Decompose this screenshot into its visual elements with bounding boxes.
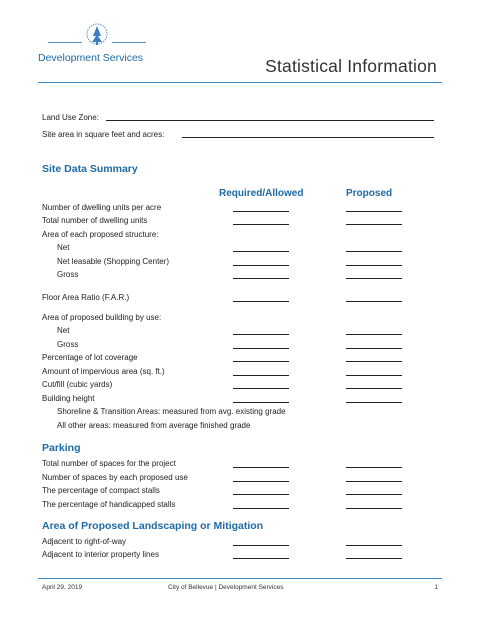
parking-heading: Parking bbox=[42, 442, 81, 454]
required-field[interactable] bbox=[233, 224, 289, 225]
proposed-field[interactable] bbox=[346, 348, 402, 349]
required-field[interactable] bbox=[233, 388, 289, 389]
proposed-field[interactable] bbox=[346, 494, 402, 495]
list-item: Area of each proposed structure: bbox=[42, 230, 159, 239]
logo-rule-right bbox=[112, 42, 146, 43]
required-field[interactable] bbox=[233, 361, 289, 362]
required-field[interactable] bbox=[233, 278, 289, 279]
proposed-field[interactable] bbox=[346, 508, 402, 509]
page-title: Statistical Information bbox=[265, 56, 437, 76]
proposed-field[interactable] bbox=[346, 545, 402, 546]
landscaping-heading: Area of Proposed Landscaping or Mitigation bbox=[42, 520, 264, 532]
proposed-field[interactable] bbox=[346, 481, 402, 482]
logo-rule-left bbox=[48, 42, 82, 43]
list-item: Total number of dwelling units bbox=[42, 216, 148, 225]
list-item: Percentage of lot coverage bbox=[42, 353, 138, 362]
proposed-field[interactable] bbox=[346, 301, 402, 302]
required-field[interactable] bbox=[233, 467, 289, 468]
list-item: Area of proposed building by use: bbox=[42, 313, 162, 322]
required-field[interactable] bbox=[233, 334, 289, 335]
land-use-zone-field[interactable] bbox=[106, 120, 434, 121]
list-item: Net leasable (Shopping Center) bbox=[57, 257, 170, 266]
city-seal-icon bbox=[85, 22, 109, 50]
required-field[interactable] bbox=[233, 211, 289, 212]
required-field[interactable] bbox=[233, 508, 289, 509]
proposed-field[interactable] bbox=[346, 361, 402, 362]
required-field[interactable] bbox=[233, 251, 289, 252]
site-data-heading: Site Data Summary bbox=[42, 163, 138, 175]
required-field[interactable] bbox=[233, 545, 289, 546]
site-area-label: Site area in square feet and acres: bbox=[42, 130, 165, 139]
proposed-field[interactable] bbox=[346, 388, 402, 389]
footer-org: City of Bellevue | Development Services bbox=[168, 584, 284, 591]
list-item: Gross bbox=[57, 270, 79, 279]
required-column-header: Required/Allowed bbox=[219, 188, 304, 199]
required-field[interactable] bbox=[233, 494, 289, 495]
list-item: Net bbox=[57, 326, 70, 335]
proposed-field[interactable] bbox=[346, 558, 402, 559]
org-logo bbox=[38, 20, 158, 66]
proposed-field[interactable] bbox=[346, 467, 402, 468]
proposed-field[interactable] bbox=[346, 375, 402, 376]
list-item: Number of dwelling units per acre bbox=[42, 203, 162, 212]
footer-date: April 29, 2019 bbox=[42, 584, 83, 591]
list-item: Net bbox=[57, 243, 70, 252]
proposed-field[interactable] bbox=[346, 278, 402, 279]
proposed-field[interactable] bbox=[346, 402, 402, 403]
list-item: Amount of impervious area (sq. ft.) bbox=[42, 367, 165, 376]
proposed-field[interactable] bbox=[346, 211, 402, 212]
land-use-zone-label: Land Use Zone: bbox=[42, 113, 99, 122]
required-field[interactable] bbox=[233, 375, 289, 376]
list-item: Adjacent to interior property lines bbox=[42, 550, 159, 559]
proposed-column-header: Proposed bbox=[346, 188, 393, 199]
required-field[interactable] bbox=[233, 481, 289, 482]
list-item: The percentage of handicapped stalls bbox=[42, 500, 176, 509]
list-item: All other areas: measured from average finished grade bbox=[57, 421, 251, 430]
footer-divider bbox=[38, 578, 442, 579]
list-item: Total number of spaces for the project bbox=[42, 459, 176, 468]
header-divider bbox=[38, 82, 442, 83]
list-item: Adjacent to right-of-way bbox=[42, 537, 127, 546]
list-item: Gross bbox=[57, 340, 79, 349]
required-field[interactable] bbox=[233, 265, 289, 266]
list-item: Number of spaces by each proposed use bbox=[42, 473, 188, 482]
proposed-field[interactable] bbox=[346, 265, 402, 266]
list-item: Floor Area Ratio (F.A.R.) bbox=[42, 293, 130, 302]
required-field[interactable] bbox=[233, 301, 289, 302]
proposed-field[interactable] bbox=[346, 251, 402, 252]
required-field[interactable] bbox=[233, 558, 289, 559]
list-item: The percentage of compact stalls bbox=[42, 486, 160, 495]
list-item: Building height bbox=[42, 394, 95, 403]
proposed-field[interactable] bbox=[346, 334, 402, 335]
proposed-field[interactable] bbox=[346, 224, 402, 225]
footer-page-number: 1 bbox=[434, 584, 438, 591]
required-field[interactable] bbox=[233, 348, 289, 349]
list-item: Shoreline & Transition Areas: measured from avg. existing grade bbox=[57, 407, 286, 416]
site-area-field[interactable] bbox=[182, 137, 434, 138]
required-field[interactable] bbox=[233, 402, 289, 403]
org-name: Development Services bbox=[38, 52, 144, 64]
list-item: Cut/fill (cubic yards) bbox=[42, 380, 113, 389]
